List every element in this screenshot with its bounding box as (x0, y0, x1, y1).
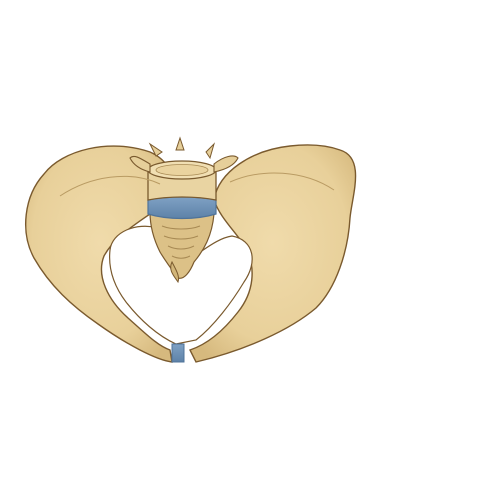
intervertebral-disc (148, 197, 216, 219)
vertebral-endplate-inner (156, 165, 208, 176)
pubic-symphysis (172, 344, 184, 362)
spinous-process (176, 138, 184, 150)
right-articular-process (206, 144, 214, 158)
